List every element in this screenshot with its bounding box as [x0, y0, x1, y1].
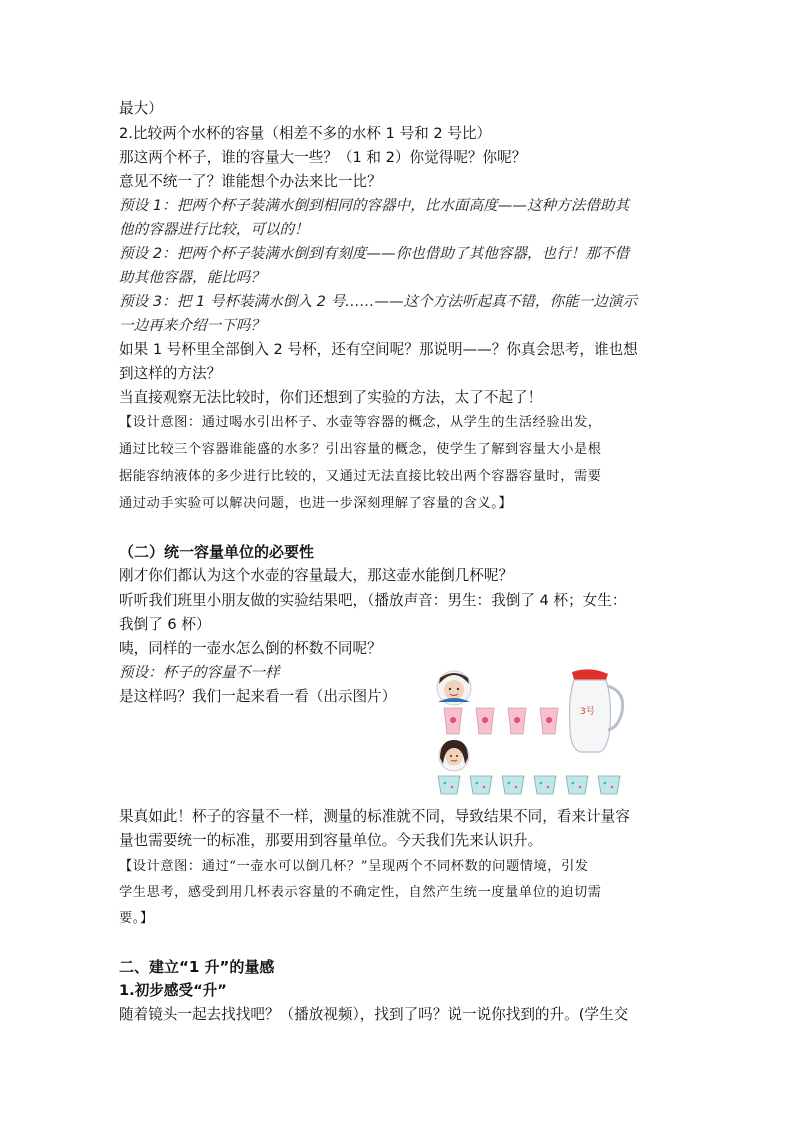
- chapter-heading: 二、建立“1 升”的量感: [119, 958, 275, 976]
- preset-line: 助其他容器，能比吗？: [119, 269, 265, 286]
- text-line: 如果 1 号杯里全部倒入 2 号杯，还有空间呢？那说明——？你真会思考，谁也想: [119, 341, 638, 358]
- pitcher: [570, 669, 623, 752]
- cups-pitcher-illustration: [430, 668, 630, 800]
- preset-line: 预设 3：把 1 号杯装满水倒入 2 号……——这个方法听起真不错，你能一边演示: [119, 293, 638, 310]
- text-line: 意见不统一了？谁能想个办法来比一比？: [119, 173, 382, 190]
- text-line: 最大）: [119, 100, 163, 117]
- design-intent-line: 【设计意图：通过“一壶水可以倒几杯？”呈现两个不同杯数的问题情境，引发: [119, 859, 589, 874]
- preset-line: 预设 2：把两个杯子装满水倒到有刻度——你也借助了其他容器，也行！那不借: [119, 245, 630, 262]
- preset-line: 预设：杯子的容量不一样: [119, 664, 280, 681]
- design-intent-line: 通过动手实验可以解决问题，也进一步深刻理解了容量的含义。】: [119, 496, 513, 511]
- text-line: 那这两个杯子，谁的容量大一些？（1 和 2）你觉得呢？你呢？: [119, 149, 527, 166]
- blue-cups: [438, 776, 620, 794]
- design-intent-line: 【设计意图：通过喝水引出杯子、水壶等容器的概念，从学生的生活经验出发，: [119, 415, 602, 430]
- design-intent-line: 要。】: [119, 911, 154, 926]
- text-line: 刚才你们都认为这个水壶的容量最大，那这壶水能倒几杯呢？: [119, 567, 514, 584]
- section-heading: （二）统一容量单位的必要性: [119, 543, 315, 561]
- boy-avatar: [437, 671, 471, 705]
- text-line: 量也需要统一的标准，那要用到容量单位。今天我们先来认识升。: [119, 832, 543, 849]
- text-line: 是这样吗？我们一起来看一看（出示图片）: [119, 688, 397, 705]
- preset-line: 一边再来介绍一下吗？: [119, 317, 265, 334]
- illustration-svg: [430, 668, 630, 800]
- text-line: 我倒了 6 杯）: [119, 616, 211, 633]
- design-intent-line: 学生思考，感受到用几杯表示容量的不确定性，自然产生统一度量单位的迫切需: [119, 885, 602, 900]
- pink-cups: [444, 708, 558, 734]
- text-line: 到这样的方法？: [119, 365, 222, 382]
- text-line: 当直接观察无法比较时，你们还想到了实验的方法，太了不起了！: [119, 389, 543, 406]
- text-line: 咦，同样的一壶水怎么倒的杯数不同呢？: [119, 640, 382, 657]
- text-line: 果真如此！杯子的容量不一样，测量的标准就不同，导致结果不同，看来计量容: [119, 808, 630, 825]
- text-line: 听听我们班里小朋友做的实验结果吧，（播放声音：男生：我倒了 4 杯；女生：: [119, 592, 627, 609]
- girl-avatar: [439, 740, 469, 771]
- design-intent-line: 通过比较三个容器谁能盛的水多？引出容量的概念，使学生了解到容量大小是根: [119, 442, 602, 457]
- pitcher-label: 3号: [580, 707, 595, 717]
- preset-line: 他的容器进行比较，可以的！: [119, 221, 309, 238]
- text-line: 随着镜头一起去找找吧？（播放视频），找到了吗？说一说你找到的升。(学生交: [119, 1006, 629, 1023]
- preset-line: 预设 1：把两个杯子装满水倒到相同的容器中，比水面高度——这种方法借助其: [119, 197, 630, 214]
- subsection-heading: 1.初步感受“升”: [119, 982, 227, 999]
- design-intent-line: 据能容纳液体的多少进行比较的，又通过无法直接比较出两个容器容量时，需要: [119, 469, 602, 484]
- text-line: 2.比较两个水杯的容量（相差不多的水杯 1 号和 2 号比）: [119, 125, 492, 142]
